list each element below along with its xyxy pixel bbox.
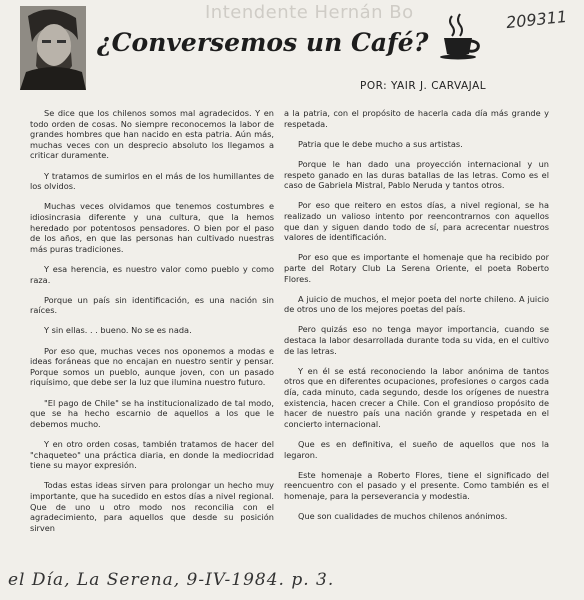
author-portrait: [20, 6, 86, 90]
paragraph: "El pago de Chile" se ha institucionalizado de tal modo, que se ha hecho escarnio de aquellos a los que le debemos mucho.: [30, 397, 274, 429]
paragraph: Porque un país sin identificación, es una nación sin raíces.: [30, 294, 274, 316]
coffee-cup-icon: [438, 12, 482, 60]
archive-code: 209311: [505, 6, 568, 33]
paragraph: Pero quizás eso no tenga mayor importancia, cuando se destaca la labor desarrollada durante toda su vida, en el cultivo de las letras.: [284, 324, 549, 356]
paragraph: Y en otro orden cosas, también tratamos de hacer del "chaqueteo" una práctica diaria, en donde la mediocridad tiene su mayor expresión.: [30, 439, 274, 471]
paragraph: A juicio de muchos, el mejor poeta del norte chileno. A juicio de otros uno de los mejores poetas del país.: [284, 293, 549, 315]
portrait-icon: [20, 6, 86, 90]
paragraph: Por eso que es importante el homenaje que ha recibido por parte del Rotary Club La Serena Oriente, el poeta Roberto Flores.: [284, 252, 549, 284]
paragraph: Y tratamos de sumirlos en el más de los humillantes de los olvidos.: [30, 170, 274, 192]
paragraph: Todas estas ideas sirven para prolongar un hecho muy importante, que ha sucedido en estos días a nivel regional. Que de uno u otro modo nos reconcilia con el agradecimiento, para aquellos que desde su posición sirven: [30, 480, 274, 533]
byline: POR: YAIR J. CARVAJAL: [360, 80, 487, 92]
paragraph: Por eso que, muchas veces nos oponemos a modas e ideas foráneas que no encajan en nuestro sentir y pensar. Porque somos un pueblo, aunque joven, con un pasado riquísimo, que debe ser la luz que ilumina nuestro futuro.: [30, 345, 274, 388]
paragraph: Y esa herencia, es nuestro valor como pueblo y como raza.: [30, 263, 274, 285]
paragraph: Este homenaje a Roberto Flores, tiene el significado del reencuentro con el pasado y el presente. Como también es el homenaje, para la perseverancia y modestia.: [284, 469, 549, 501]
paragraph: Se dice que los chilenos somos mal agradecidos. Y en todo orden de cosas. No siempre reconocemos la labor de grandes hombres que han nacido en esta patria. Aún más, muchas veces con un desprecio absoluto los llegamos a criticar duramente.: [30, 108, 274, 161]
paragraph: a la patria, con el propósito de hacerla cada día más grande y respetada.: [284, 108, 549, 129]
article-left-column: [30, 108, 274, 543]
paragraph: Patria que le debe mucho a sus artistas.: [298, 138, 463, 149]
paragraph: Por eso que reitero en estos días, a nivel regional, se ha realizado un valioso intento por reencontrarnos con aquellos que dan y siguen dando todo de sí, para acrecentar nuestros valores de identificación.: [284, 200, 549, 243]
handwritten-source-note: el Día, La Serena, 9-IV-1984. p. 3.: [8, 570, 335, 590]
paragraph: Y sin ellas. . . bueno. No se es nada.: [44, 325, 192, 336]
paragraph: Porque le han dado una proyección internacional y un respeto ganado en las duras batallas de las letras. Como es el caso de Gabriela Mistral, Pablo Neruda y tantos otros.: [284, 158, 549, 191]
paragraph: Y en él se está reconociendo la labor anónima de tantos otros que en diferentes ocupaciones, profesiones o cargos cada día, cada minuto, cada segundo, desde los orígenes de nuestra existencia, hacen crecer a Chile. Con el grandioso propósito de hacer de nuestro país una nación grande y respetada en el concierto internacional.: [284, 365, 549, 429]
paragraph: Muchas veces olvidamos que tenemos costumbres e idiosincrasia diferente y una cultura, que la hemos heredado por potentosos pensadores. O bien por el paso de los años, en que las personas han cultivado nuestras más puras tradiciones.: [30, 201, 274, 254]
bleed-through-headline: Intendente Hernán Bo: [205, 2, 414, 23]
paragraph: Que son cualidades de muchos chilenos anónimos.: [298, 511, 508, 522]
article-right-column: [284, 108, 549, 531]
article-title: ¿Conversemos un Café?: [97, 28, 429, 57]
paragraph: Que es en definitiva, el sueño de aquellos que nos la legaron.: [284, 439, 549, 460]
